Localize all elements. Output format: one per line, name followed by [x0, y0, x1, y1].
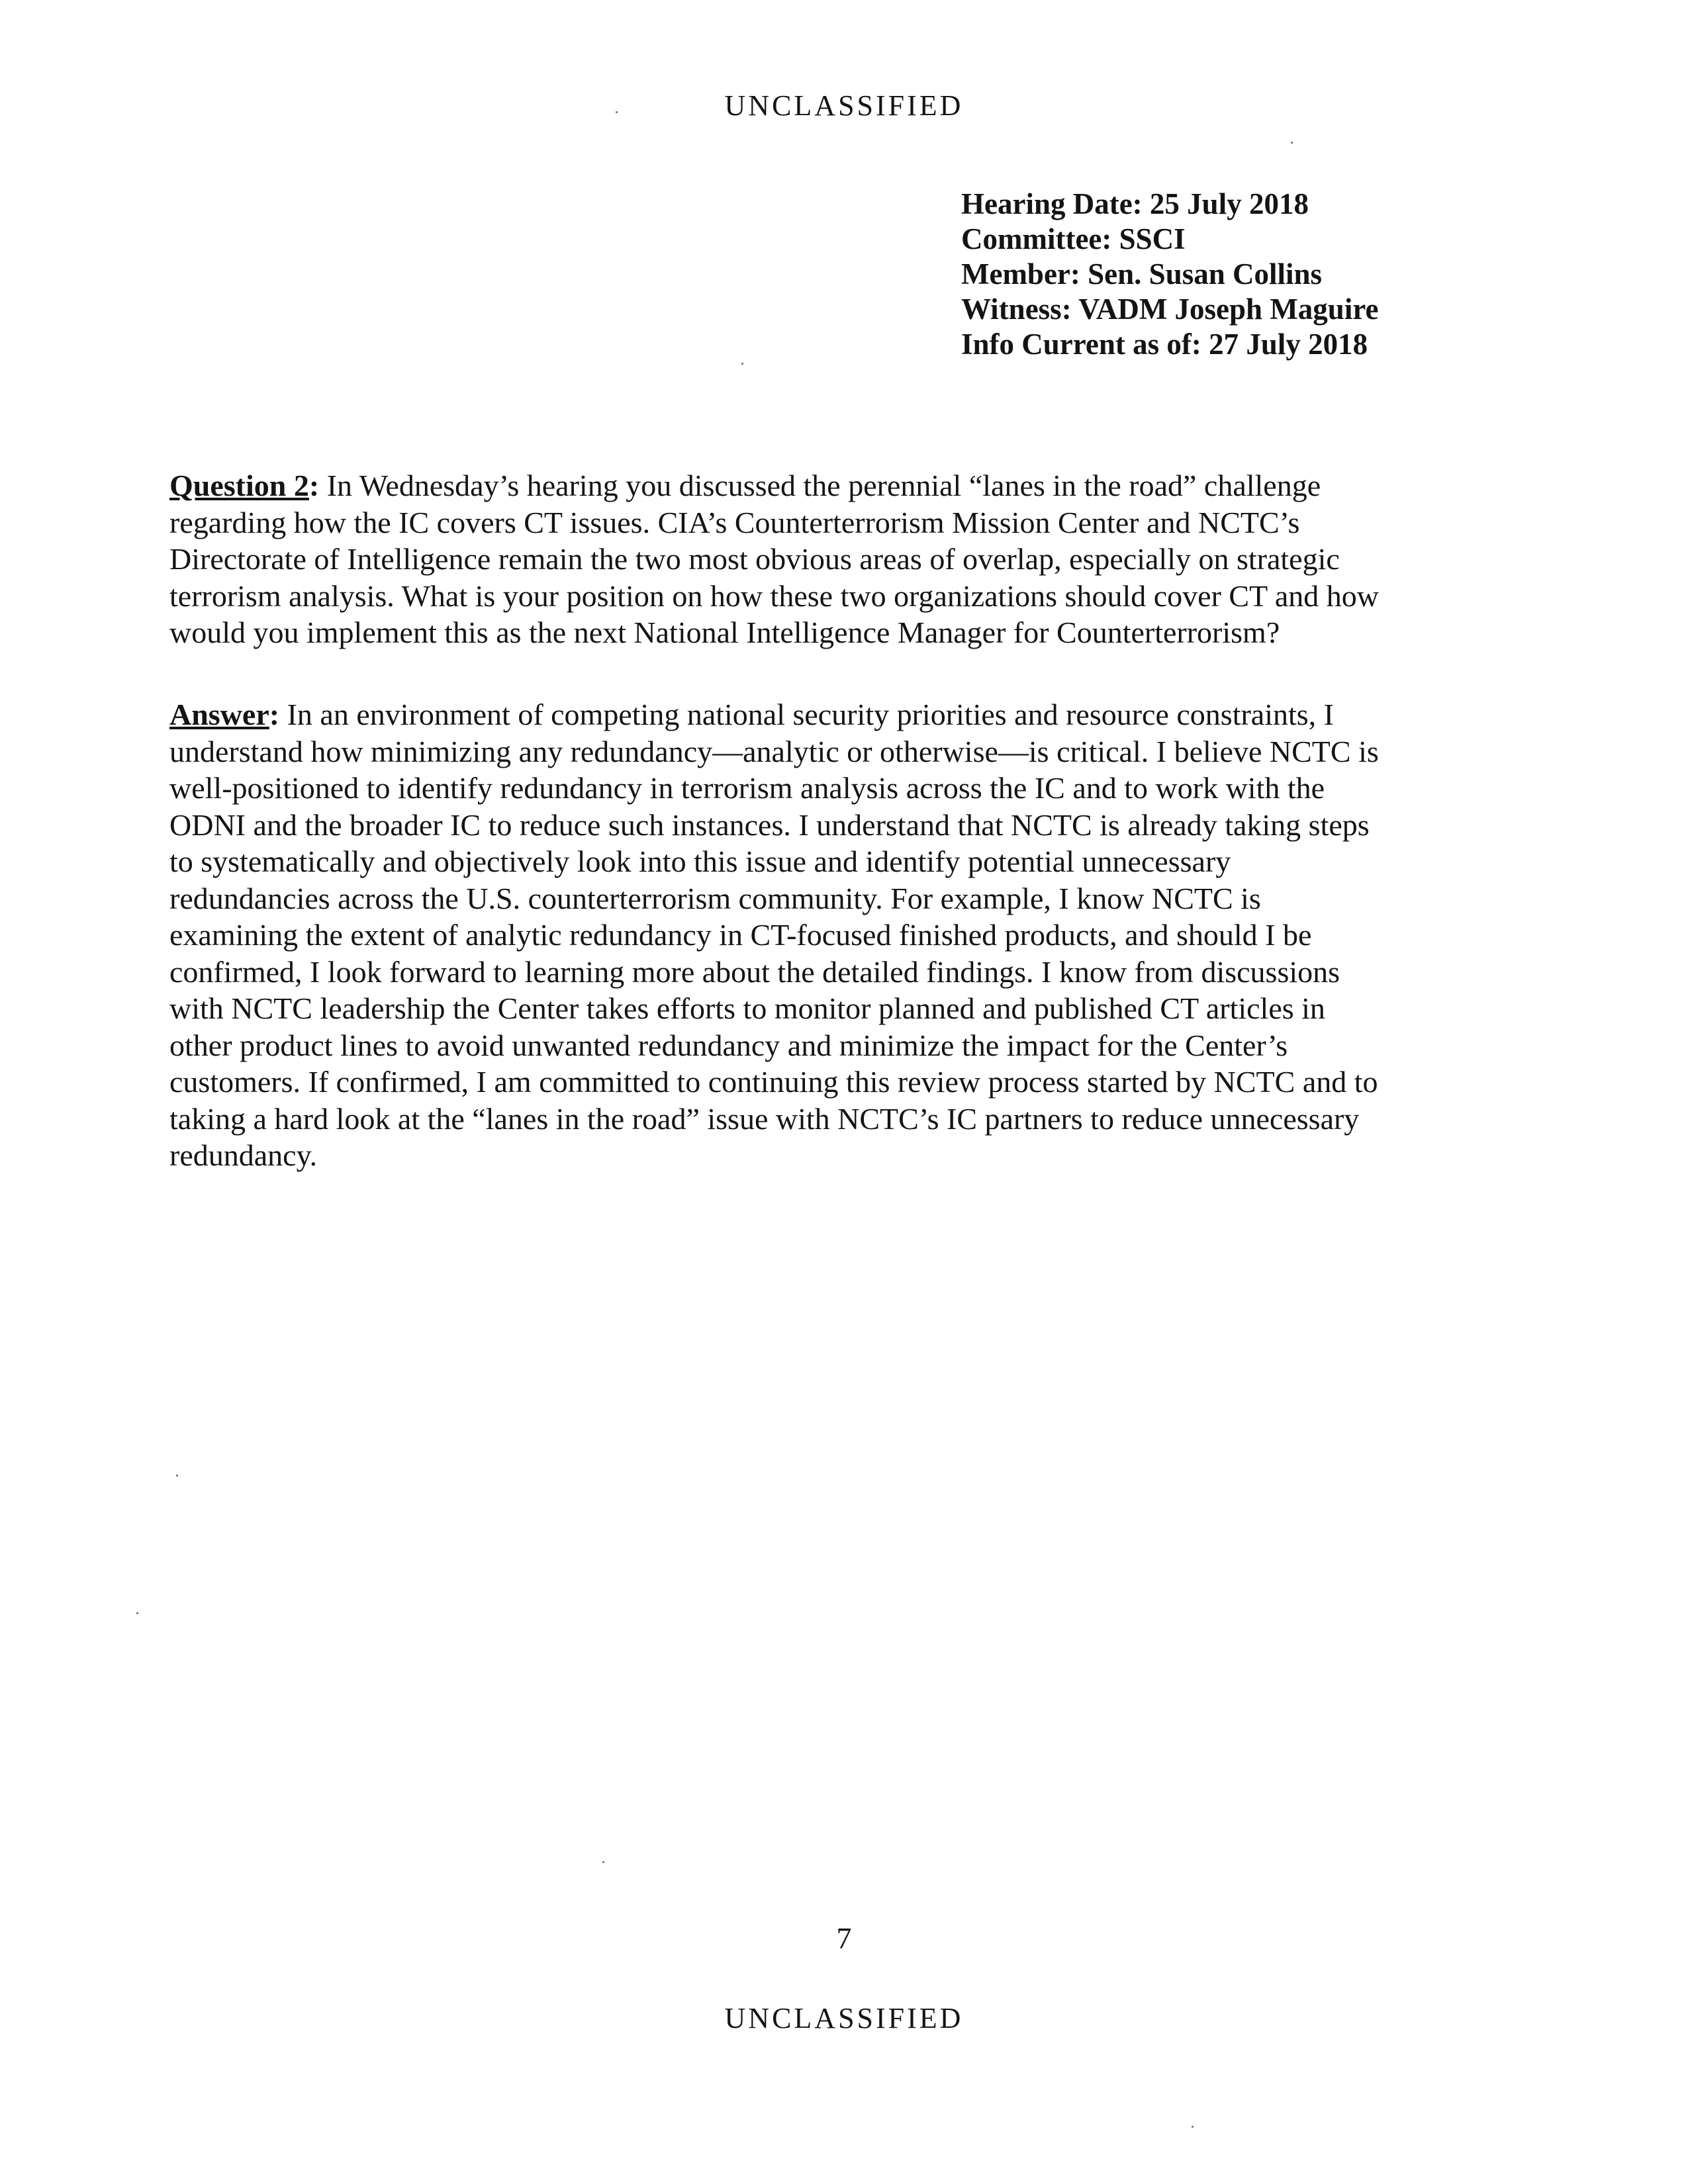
answer-paragraph	[169, 696, 1500, 1174]
question-line: Question 2: In Wednesday’s hearing you discussed the perennial “lanes in the road” challenge	[169, 469, 1321, 502]
scan-speck	[616, 111, 618, 113]
answer-label: Answer	[169, 698, 269, 731]
answer-line: Answer: In an environment of competing national security priorities and resource constraints, I	[169, 698, 1335, 731]
answer-line: redundancy.	[169, 1138, 318, 1172]
witness: Witness: VADM Joseph Maguire	[961, 293, 1379, 326]
answer-line: customers. If confirmed, I am committed to continuing this review process started by NCTC and to	[169, 1065, 1378, 1099]
answer-line: well-positioned to identify redundancy in terrorism analysis across the IC and to work with the	[169, 771, 1325, 805]
question-line: would you implement this as the next National Intelligence Manager for Counterterrorism?	[169, 615, 1280, 649]
question-line: terrorism analysis. What is your position on how these two organizations should cover CT and how	[169, 578, 1379, 613]
scan-speck	[1192, 2126, 1194, 2128]
scan-speck	[741, 363, 743, 365]
classification-header: UNCLASSIFIED	[724, 89, 964, 122]
answer-line: confirmed, I look forward to learning more about the detailed findings. I know from discussions	[169, 954, 1340, 989]
scan-speck	[176, 1475, 178, 1477]
committee: Committee: SSCI	[961, 222, 1186, 255]
answer-line: ODNI and the broader IC to reduce such instances. I understand that NCTC is already taking steps	[169, 807, 1370, 842]
answer-line: taking a hard look at the “lanes in the road” issue with NCTC’s IC partners to reduce unnecessary	[169, 1101, 1360, 1136]
hearing-date: Hearing Date: 25 July 2018	[961, 187, 1309, 220]
scan-speck	[602, 1861, 604, 1863]
answer-text: In an environment of competing national security priorities and resource constraints, I	[287, 698, 1335, 731]
question-line: Directorate of Intelligence remain the two most obvious areas of overlap, especially on strategic	[169, 542, 1340, 576]
answer-line: with NCTC leadership the Center takes efforts to monitor planned and published CT articles in	[169, 991, 1325, 1025]
scan-speck	[136, 1612, 138, 1614]
info-current-date: Info Current as of: 27 July 2018	[961, 328, 1368, 361]
member: Member: Sen. Susan Collins	[961, 257, 1323, 291]
answer-line: to systematically and objectively look into this issue and identify potential unnecessary	[169, 844, 1231, 878]
scan-speck	[1291, 142, 1293, 144]
page-number: 7	[836, 1921, 852, 1955]
question-paragraph	[169, 467, 1500, 651]
answer-line: understand how minimizing any redundancy—analytic or otherwise—is critical. I believe NCTC is	[169, 734, 1379, 768]
hearing-info-block	[961, 187, 1378, 362]
question-label: Question 2	[169, 469, 309, 502]
question-text: In Wednesday’s hearing you discussed the perennial “lanes in the road” challenge	[326, 469, 1321, 502]
answer-line: redundancies across the U.S. counterterrorism community. For example, I know NCTC is	[169, 881, 1261, 915]
answer-line: examining the extent of analytic redundancy in CT-focused finished products, and should I be	[169, 918, 1312, 952]
classification-footer: UNCLASSIFIED	[724, 2002, 964, 2034]
question-line: regarding how the IC covers CT issues. CIA’s Counterterrorism Mission Center and NCTC’s	[169, 505, 1300, 539]
answer-line: other product lines to avoid unwanted redundancy and minimize the impact for the Center’s	[169, 1028, 1288, 1062]
